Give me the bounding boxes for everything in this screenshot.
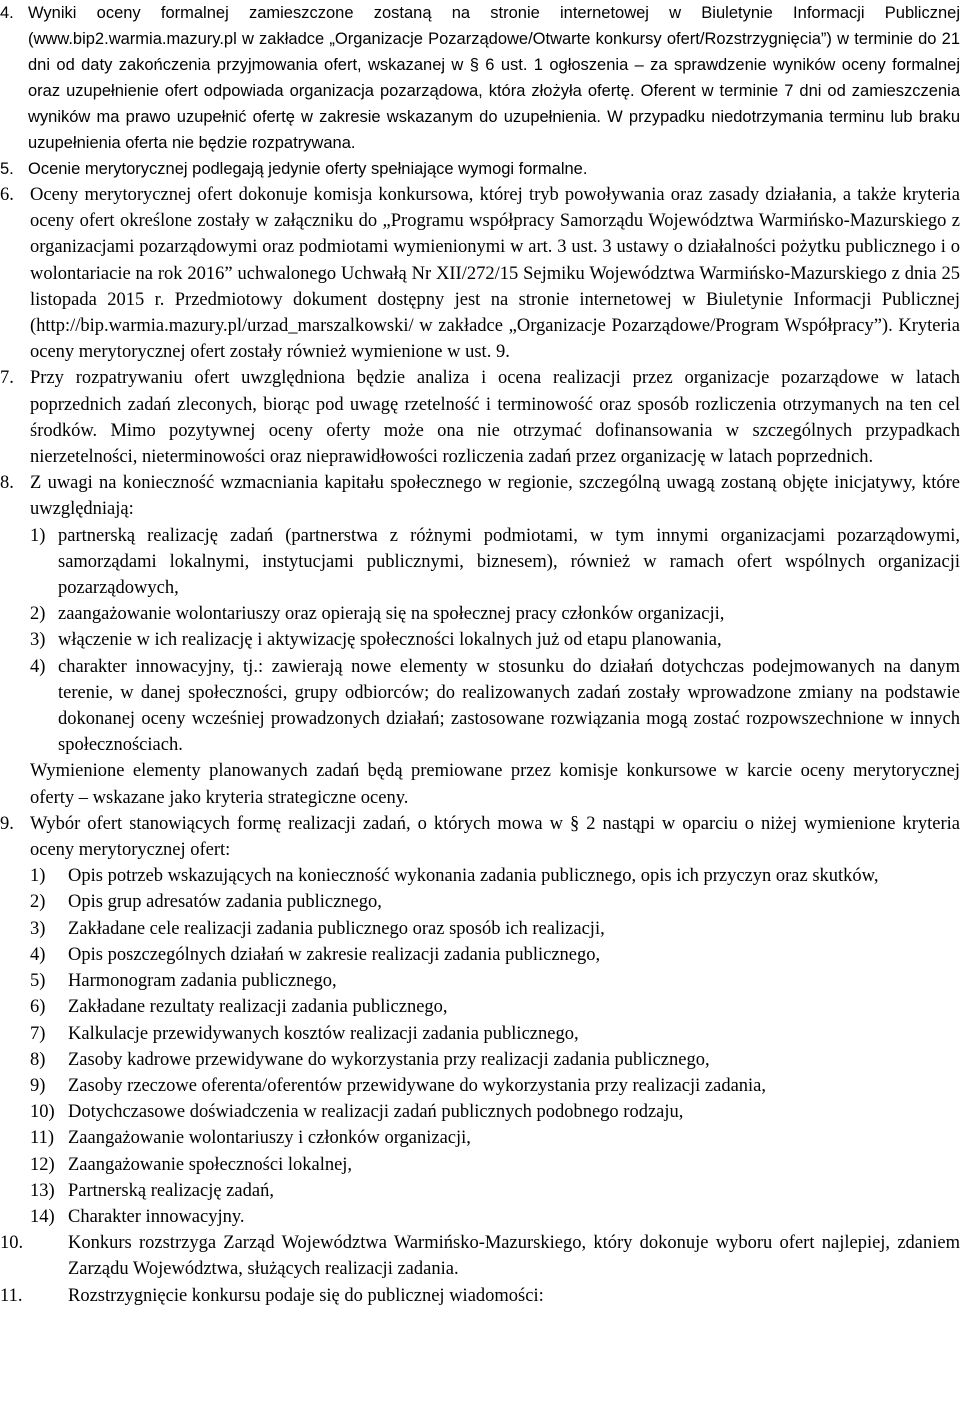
section-11-number: 11. [0, 1285, 23, 1306]
criteria-item-text: Opis poszczególnych działań w zakresie realizacji zadania publicznego, [68, 944, 601, 965]
criteria-item [0, 1152, 960, 1178]
criteria-item-number: 7) [30, 1023, 46, 1044]
criteria-item [0, 1099, 960, 1125]
section-11 [0, 1283, 960, 1309]
section-8-item-text: zaangażowanie wolontariuszy oraz opierają się na społecznej pracy członków organizacji, [58, 604, 725, 625]
section-6-number: 6. [0, 185, 14, 205]
criteria-item [0, 994, 960, 1020]
criteria-item-text: Charakter innowacyjny. [68, 1206, 245, 1227]
section-8 [0, 470, 960, 522]
criteria-item-text: Kalkulacje przewidywanych kosztów realizacji zadania publicznego, [68, 1023, 579, 1044]
criteria-item-text: Zakładane rezultaty realizacji zadania publicznego, [68, 997, 448, 1018]
criteria-item [0, 1178, 960, 1204]
criteria-item-number: 2) [30, 892, 46, 913]
section-7-text: Przy rozpatrywaniu ofert uwzględniona będzie analiza i ocena realizacji przez organizacje pozarządowe w latach poprzednich zadań zleconych, biorąc pod uwagę rzetelność i terminowość oraz sposób rozliczenia otrzymanych na ten cel środków. Mimo pozytywnej oceny oferty może ona nie otrzymać dofinansowania w szczególnych przypadkach nierzetelności, nieterminowości oraz nieprawidłowości rozliczenia zadań przez organizację w latach poprzednich. [30, 368, 960, 468]
section-8-item-number: 1) [30, 525, 46, 546]
criteria-item-number: 13) [30, 1180, 55, 1201]
section-11-text: Rozstrzygnięcie konkursu podaje się do publicznej wiadomości: [68, 1285, 544, 1306]
section-9 [0, 811, 960, 863]
criteria-item [0, 889, 960, 915]
section-6 [0, 182, 960, 365]
section-8-item [0, 627, 960, 653]
section-8-item [0, 523, 960, 602]
section-4-text: Wyniki oceny formalnej zamieszczone zostaną na stronie internetowej w Biuletynie Informacji Publicznej (www.bip2.warmia.mazury.pl w zakładce „Organizacje Pozarządowe/Otwarte konkursy ofert/Rozstrzygnięcia”) w terminie do 21 dni od daty zakończenia przyjmowania ofert, wskazanej w § 6 ust. 1 ogłoszenia – za sprawdzenie wyników oceny formalnej oraz uzupełnienie ofert odpowiada organizacja pozarządowa, która złożyła ofertę. Oferent w terminie 7 dni od zamieszczenia wyników ma prawo uzupełnić ofertę w zakresie wskazanym do uzupełnienia. W przypadku niedotrzymania terminu lub braku uzupełnienia oferta nie będzie rozpatrywana. [28, 4, 960, 152]
section-5-number: 5. [0, 160, 14, 178]
criteria-item-number: 12) [30, 1154, 55, 1175]
section-8-text: Z uwagi na konieczność wzmacniania kapitału społecznego w regionie, szczególną uwagą zostaną objęte inicjatywy, które uwzględniają: [30, 473, 960, 520]
section-5-text: Ocenie merytorycznej podlegają jedynie oferty spełniające wymogi formalne. [28, 160, 588, 178]
section-10 [0, 1230, 960, 1282]
criteria-item-text: Zasoby kadrowe przewidywane do wykorzystania przy realizacji zadania publicznego, [68, 1049, 710, 1070]
criteria-item-text: Zaangażowanie społeczności lokalnej, [68, 1154, 353, 1175]
section-8-item-number: 3) [30, 630, 46, 651]
criteria-item-number: 6) [30, 997, 46, 1018]
criteria-item [0, 968, 960, 994]
criteria-item-text: Dotychczasowe doświadczenia w realizacji zadań publicznych podobnego rodzaju, [68, 1102, 684, 1123]
section-8-item [0, 654, 960, 759]
section-8-item-number: 4) [30, 656, 46, 677]
section-7-number: 7. [0, 368, 14, 389]
section-8-closing: Wymienione elementy planowanych zadań będą premiowane przez komisje konkursowe w karcie oceny merytorycznej oferty – wskazane jako kryteria strategiczne oceny. [30, 761, 960, 808]
section-8-item-text: włączenie w ich realizację i aktywizację społeczności lokalnych już od etapu planowania, [58, 630, 722, 651]
criteria-item [0, 1021, 960, 1047]
section-4-number: 4. [0, 4, 14, 22]
criteria-item [0, 1204, 960, 1230]
criteria-item-number: 11) [30, 1128, 54, 1149]
section-9-text: Wybór ofert stanowiących formę realizacji zadań, o których mowa w § 2 nastąpi w oparciu o niżej wymienione kryteria oceny merytorycznej ofert: [30, 813, 960, 861]
section-8-item-text: partnerską realizację zadań (partnerstwa z różnymi podmiotami, w tym innymi organizacjami pozarządowymi, samorządami lokalnymi, instytucjami publicznymi, biznesem), również w ramach ofert wspólnych organizacji pozarządowych, [58, 525, 960, 599]
criteria-item [0, 916, 960, 942]
section-9-number: 9. [0, 813, 14, 834]
section-5 [0, 156, 960, 182]
criteria-item-number: 9) [30, 1075, 46, 1096]
criteria-item-number: 5) [30, 971, 46, 992]
criteria-item-number: 1) [30, 866, 46, 887]
criteria-item-text: Zaangażowanie wolontariuszy i członków organizacji, [68, 1128, 471, 1149]
criteria-item-number: 3) [30, 918, 46, 939]
criteria-item-text: Opis potrzeb wskazujących na konieczność wykonania zadania publicznego, opis ich przyczyn oraz skutków, [68, 866, 879, 887]
section-10-text: Konkurs rozstrzyga Zarząd Województwa Warmińsko-Mazurskiego, który dokonuje wyboru ofert najlepiej, zdaniem Zarządu Województwa, służących realizacji zadania. [68, 1233, 960, 1280]
criteria-item-text: Zasoby rzeczowe oferenta/oferentów przewidywane do wykorzystania przy realizacji zadania, [68, 1075, 767, 1096]
section-6-text: Oceny merytorycznej ofert dokonuje komisja konkursowa, której tryb powoływania oraz zasady działania, a także kryteria oceny ofert określone zostały w załączniku do „Programu współpracy Samorządu Województwa Warmińsko-Mazurskiego z organizacjami pozarządowymi oraz podmiotami wymienionymi w art. 3 ust. 3 ustawy o działalności pożytku publicznego i o wolontariacie na rok 2016” uchwalonego Uchwałą Nr XII/272/15 Sejmiku Województwa Warmińsko-Mazurskiego z dnia 25 listopada 2015 r. Przedmiotowy dokument dostępny jest na stronie internetowej w Biuletynie Informacji Publicznej (http://bip.warmia.mazury.pl/urzad_marszalkowski/ w zakładce „Organizacje Pozarządowe/Program Współpracy”). Kryteria oceny merytorycznej ofert zostały również wymienione w ust. 9. [30, 185, 960, 363]
criteria-item-text: Partnerską realizację zadań, [68, 1180, 274, 1201]
criteria-item-number: 10) [30, 1102, 55, 1123]
criteria-item [0, 863, 960, 889]
criteria-item-text: Opis grup adresatów zadania publicznego, [68, 892, 382, 913]
criteria-item-text: Harmonogram zadania publicznego, [68, 971, 337, 992]
section-9-criteria-list [0, 863, 960, 1230]
criteria-item [0, 942, 960, 968]
section-8-number: 8. [0, 473, 14, 494]
section-7 [0, 365, 960, 470]
criteria-item [0, 1047, 960, 1073]
criteria-item [0, 1073, 960, 1099]
section-10-number: 10. [0, 1233, 24, 1254]
criteria-item [0, 1125, 960, 1151]
section-8-item-number: 2) [30, 604, 46, 625]
criteria-item-number: 4) [30, 944, 46, 965]
criteria-item-number: 14) [30, 1206, 55, 1227]
section-8-item-text: charakter innowacyjny, tj.: zawierają nowe elementy w stosunku do działań dotychczas podejmowanych na danym terenie, w danej społeczności, grupy odbiorców; do realizowanych zadań zostały wprowadzone zmiany na podstawie dokonanej oceny wcześniej prowadzonych działań; zastosowane rozwiązania mogą zostać rozpowszechnione w innych społecznościach. [58, 656, 960, 756]
section-4 [0, 0, 960, 156]
section-8-item [0, 601, 960, 627]
criteria-item-number: 8) [30, 1049, 46, 1070]
criteria-item-text: Zakładane cele realizacji zadania publicznego oraz sposób ich realizacji, [68, 918, 605, 939]
